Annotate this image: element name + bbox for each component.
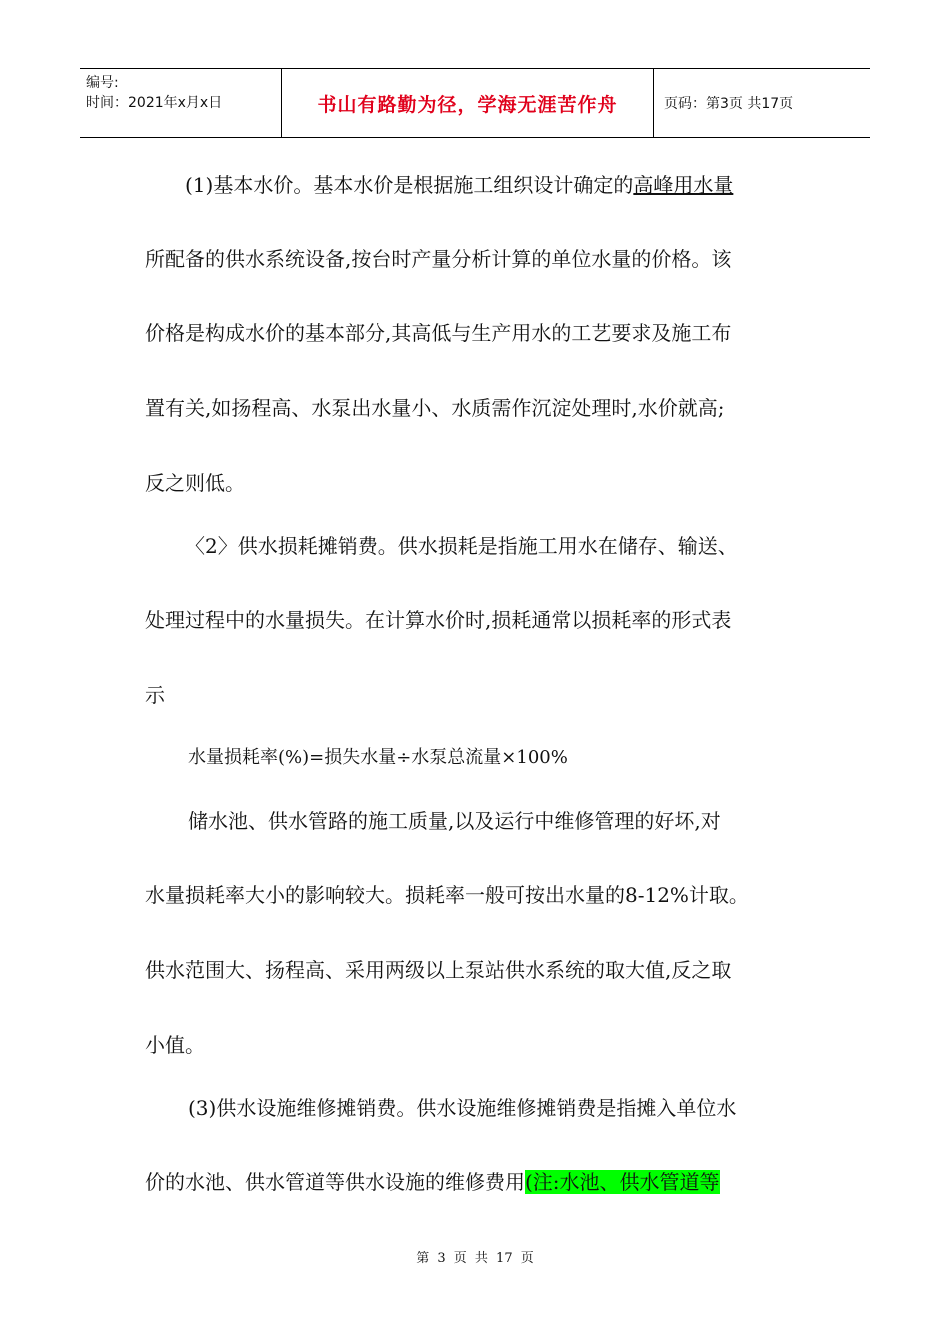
page-header <box>80 68 870 138</box>
paragraph-line: (3)供水设施维修摊销费。供水设施维修摊销费是指摊入单位水 <box>188 1096 737 1120</box>
paragraph-line: 置有关,如扬程高、水泵出水量小、水质需作沉淀处理时,水价就高; <box>145 396 725 420</box>
paragraph-line: 〈2〉供水损耗摊销费。供水损耗是指施工用水在储存、输送、 <box>185 534 738 558</box>
formula-line: 水量损耗率(%)=损失水量÷水泵总流量×100% <box>188 747 568 768</box>
paragraph-line: 反之则低。 <box>145 471 245 495</box>
serial-label: 编号: <box>86 75 119 91</box>
paragraph-line <box>145 172 733 198</box>
paragraph-line: 示 <box>145 683 165 707</box>
text-run: (1)基本水价。基本水价是根据施工组织设计确定的 <box>185 173 634 197</box>
highlighted-note: (注:水池、供水管道等 <box>525 1170 720 1194</box>
paragraph-line <box>145 1169 720 1195</box>
underlined-term: 高峰用水量 <box>633 173 734 197</box>
text-run: 价的水池、供水管道等供水设施的维修费用 <box>145 1170 525 1194</box>
paragraph-line: 价格是构成水价的基本部分,其高低与生产用水的工艺要求及施工布 <box>145 321 732 345</box>
header-page-info: 页码：第3页 共17页 <box>664 96 794 112</box>
paragraph-line: 处理过程中的水量损失。在计算水价时,损耗通常以损耗率的形式表 <box>145 608 732 632</box>
paragraph-line: 所配备的供水系统设备,按台时产量分析计算的单位水量的价格。该 <box>145 247 732 271</box>
paragraph-line: 小值。 <box>145 1033 205 1057</box>
paragraph-line: 水量损耗率大小的影响较大。损耗率一般可按出水量的8-12%计取。 <box>145 883 749 907</box>
header-motto: 书山有路勤为径，学海无涯苦作舟 <box>282 69 654 137</box>
page-footer: 第 3 页 共 17 页 <box>416 1251 534 1266</box>
paragraph-line: 供水范围大、扬程高、采用两级以上泵站供水系统的取大值,反之取 <box>145 958 732 982</box>
header-meta <box>80 69 282 137</box>
date-label: 时间：2021年x月x日 <box>86 95 223 111</box>
paragraph-line: 储水池、供水管路的施工质量,以及运行中维修管理的好坏,对 <box>188 809 721 833</box>
